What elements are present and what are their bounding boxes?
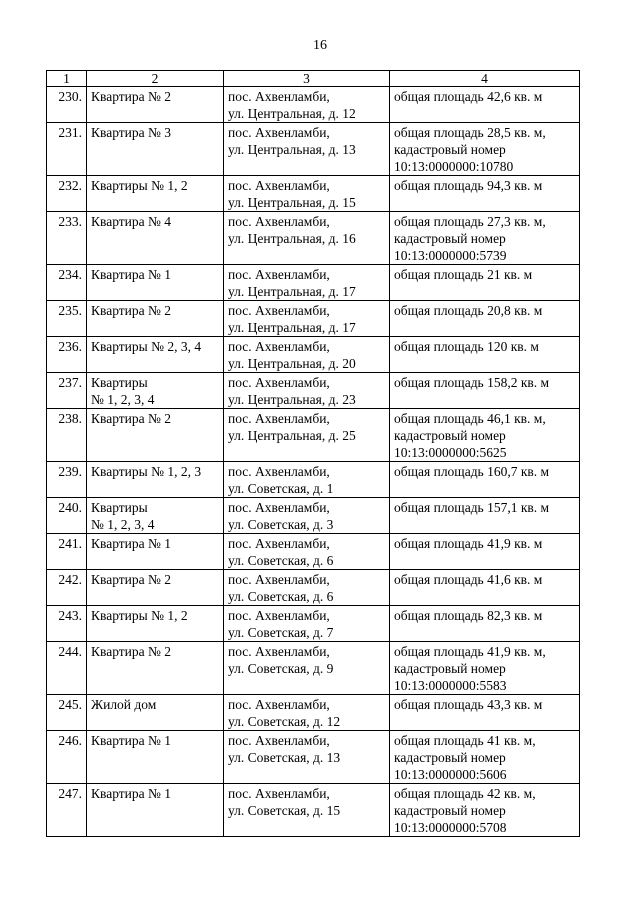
object-address-line: ул. Советская, д. 1 [228,481,334,496]
object-description-line: общая площадь 160,7 кв. м [394,464,550,479]
object-name-line: Квартира № 2 [91,572,172,587]
object-address-cell [224,87,390,123]
table-row [47,301,580,337]
object-address-line: ул. Советская, д. 6 [228,589,334,604]
object-description-line: 10:13:0000000:5708 [394,820,507,835]
table-row [47,176,580,212]
object-address-cell [224,409,390,462]
object-name-line: Жилой дом [91,697,157,712]
object-description-line: общая площадь 27,3 кв. м, [394,214,546,229]
row-number: 247. [47,784,87,837]
column-header-3: 3 [224,71,390,87]
object-address-line: пос. Ахвенламби, [228,339,330,354]
row-number: 242. [47,570,87,606]
row-number: 236. [47,337,87,373]
table-row [47,462,580,498]
table-row [47,784,580,837]
table-row [47,534,580,570]
object-description-line: 10:13:0000000:5583 [394,678,507,693]
object-description-line: общая площадь 41,9 кв. м, [394,644,546,659]
object-description-line: общая площадь 28,5 кв. м, [394,125,546,140]
row-number: 235. [47,301,87,337]
object-name-line: Квартиры [91,500,148,515]
object-description-cell [390,606,580,642]
object-address-line: ул. Центральная, д. 15 [228,195,356,210]
row-number: 239. [47,462,87,498]
object-name-cell [87,409,224,462]
object-address-line: пос. Ахвенламби, [228,411,330,426]
object-address-cell [224,784,390,837]
object-address-line: пос. Ахвенламби, [228,572,330,587]
object-address-line: ул. Центральная, д. 13 [228,142,356,157]
object-address-line: пос. Ахвенламби, [228,536,330,551]
object-address-line: ул. Центральная, д. 16 [228,231,356,246]
table-row [47,498,580,534]
object-address-line: пос. Ахвенламби, [228,697,330,712]
object-description-cell [390,570,580,606]
object-description-cell [390,301,580,337]
object-description-cell [390,784,580,837]
table-row [47,570,580,606]
object-name-cell [87,731,224,784]
object-description-line: общая площадь 46,1 кв. м, [394,411,546,426]
object-description-cell [390,695,580,731]
table-row [47,265,580,301]
object-address-line: ул. Советская, д. 9 [228,661,334,676]
object-description-line: общая площадь 157,1 кв. м [394,500,550,515]
object-description-cell [390,123,580,176]
object-address-line: пос. Ахвенламби, [228,733,330,748]
table-body [47,87,580,837]
object-address-cell [224,570,390,606]
table-row [47,642,580,695]
object-name-line: Квартира № 1 [91,786,172,801]
object-name-line: Квартира № 2 [91,644,172,659]
object-address-cell [224,462,390,498]
object-name-line: № 1, 2, 3, 4 [91,517,155,532]
object-description-line: кадастровый номер [394,750,506,765]
object-description-cell [390,337,580,373]
column-header-2: 2 [87,71,224,87]
object-address-line: пос. Ахвенламби, [228,644,330,659]
object-address-line: пос. Ахвенламби, [228,500,330,515]
object-address-cell [224,606,390,642]
object-name-cell [87,462,224,498]
object-description-cell [390,462,580,498]
object-description-line: общая площадь 94,3 кв. м [394,178,543,193]
object-description-line: общая площадь 42,6 кв. м [394,89,543,104]
object-description-line: общая площадь 42 кв. м, [394,786,536,801]
object-name-line: № 1, 2, 3, 4 [91,392,155,407]
object-description-line: общая площадь 41,9 кв. м [394,536,543,551]
object-name-line: Квартира № 1 [91,733,172,748]
object-address-line: пос. Ахвенламби, [228,178,330,193]
object-address-line: ул. Советская, д. 13 [228,750,341,765]
object-name-line: Квартиры № 1, 2, 3 [91,464,202,479]
object-description-line: кадастровый номер [394,428,506,443]
object-description-line: общая площадь 21 кв. м [394,267,533,282]
object-description-cell [390,212,580,265]
row-number: 237. [47,373,87,409]
object-name-cell [87,642,224,695]
object-address-cell [224,176,390,212]
object-description-line: общая площадь 43,3 кв. м [394,697,543,712]
row-number: 243. [47,606,87,642]
object-name-cell [87,176,224,212]
object-address-cell [224,337,390,373]
table-row [47,373,580,409]
object-description-cell [390,498,580,534]
row-number: 241. [47,534,87,570]
object-name-line: Квартира № 1 [91,536,172,551]
object-description-line: кадастровый номер [394,803,506,818]
table-row [47,695,580,731]
object-description-cell [390,642,580,695]
object-name-cell [87,373,224,409]
object-address-line: ул. Центральная, д. 25 [228,428,356,443]
object-address-cell [224,373,390,409]
object-name-line: Квартира № 3 [91,125,172,140]
object-description-line: кадастровый номер [394,142,506,157]
object-name-line: Квартиры № 1, 2 [91,608,188,623]
object-description-cell [390,534,580,570]
row-number: 245. [47,695,87,731]
object-name-line: Квартира № 2 [91,411,172,426]
table-row [47,409,580,462]
object-address-line: ул. Центральная, д. 17 [228,284,356,299]
object-name-cell [87,570,224,606]
object-description-line: 10:13:0000000:5625 [394,445,507,460]
object-address-cell [224,212,390,265]
row-number: 246. [47,731,87,784]
column-header-4: 4 [390,71,580,87]
object-address-line: пос. Ахвенламби, [228,214,330,229]
object-description-line: кадастровый номер [394,231,506,246]
object-description-cell [390,409,580,462]
object-address-line: пос. Ахвенламби, [228,786,330,801]
object-name-cell [87,212,224,265]
object-name-cell [87,695,224,731]
object-description-cell [390,265,580,301]
table-header-row [47,71,580,87]
row-number: 231. [47,123,87,176]
table-row [47,123,580,176]
object-description-line: общая площадь 120 кв. м [394,339,539,354]
object-name-cell [87,498,224,534]
object-address-line: ул. Советская, д. 15 [228,803,341,818]
object-address-line: пос. Ахвенламби, [228,608,330,623]
table-row [47,87,580,123]
object-description-line: кадастровый номер [394,661,506,676]
row-number: 240. [47,498,87,534]
object-description-line: 10:13:0000000:5606 [394,767,507,782]
object-address-cell [224,534,390,570]
object-address-line: пос. Ахвенламби, [228,303,330,318]
object-description-cell [390,373,580,409]
object-name-line: Квартира № 1 [91,267,172,282]
property-table [46,70,580,837]
object-address-line: пос. Ахвенламби, [228,375,330,390]
object-name-line: Квартиры № 1, 2 [91,178,188,193]
table-row [47,606,580,642]
object-address-line: ул. Советская, д. 3 [228,517,334,532]
object-address-line: пос. Ахвенламби, [228,125,330,140]
object-name-cell [87,534,224,570]
object-name-line: Квартиры № 2, 3, 4 [91,339,202,354]
page-number: 16 [313,38,327,53]
object-address-line: пос. Ахвенламби, [228,89,330,104]
object-address-cell [224,695,390,731]
object-name-line: Квартира № 2 [91,303,172,318]
object-address-cell [224,123,390,176]
object-description-line: общая площадь 82,3 кв. м [394,608,543,623]
object-name-cell [87,784,224,837]
object-description-cell [390,176,580,212]
object-name-cell [87,265,224,301]
object-description-line: общая площадь 41,6 кв. м [394,572,543,587]
object-name-cell [87,301,224,337]
object-description-cell [390,731,580,784]
object-address-line: ул. Центральная, д. 20 [228,356,356,371]
object-address-line: ул. Центральная, д. 17 [228,320,356,335]
object-description-line: общая площадь 20,8 кв. м [394,303,543,318]
row-number: 244. [47,642,87,695]
object-address-line: ул. Советская, д. 6 [228,553,334,568]
object-name-cell [87,606,224,642]
object-description-line: 10:13:0000000:10780 [394,159,514,174]
object-address-line: ул. Центральная, д. 12 [228,106,356,121]
object-description-cell [390,87,580,123]
object-address-cell [224,642,390,695]
object-name-line: Квартира № 2 [91,89,172,104]
object-address-line: пос. Ахвенламби, [228,267,330,282]
object-address-cell [224,265,390,301]
object-address-line: ул. Центральная, д. 23 [228,392,356,407]
object-address-line: ул. Советская, д. 7 [228,625,334,640]
row-number: 238. [47,409,87,462]
object-address-cell [224,731,390,784]
object-name-cell [87,337,224,373]
table-row [47,731,580,784]
column-header-1: 1 [47,71,87,87]
object-name-cell [87,87,224,123]
object-name-line: Квартиры [91,375,148,390]
object-name-line: Квартира № 4 [91,214,172,229]
row-number: 230. [47,87,87,123]
object-description-line: 10:13:0000000:5739 [394,248,507,263]
row-number: 233. [47,212,87,265]
object-name-cell [87,123,224,176]
row-number: 232. [47,176,87,212]
table-row [47,212,580,265]
object-address-cell [224,301,390,337]
table-row [47,337,580,373]
object-address-line: ул. Советская, д. 12 [228,714,341,729]
object-description-line: общая площадь 158,2 кв. м [394,375,550,390]
object-address-line: пос. Ахвенламби, [228,464,330,479]
object-description-line: общая площадь 41 кв. м, [394,733,536,748]
object-address-cell [224,498,390,534]
row-number: 234. [47,265,87,301]
